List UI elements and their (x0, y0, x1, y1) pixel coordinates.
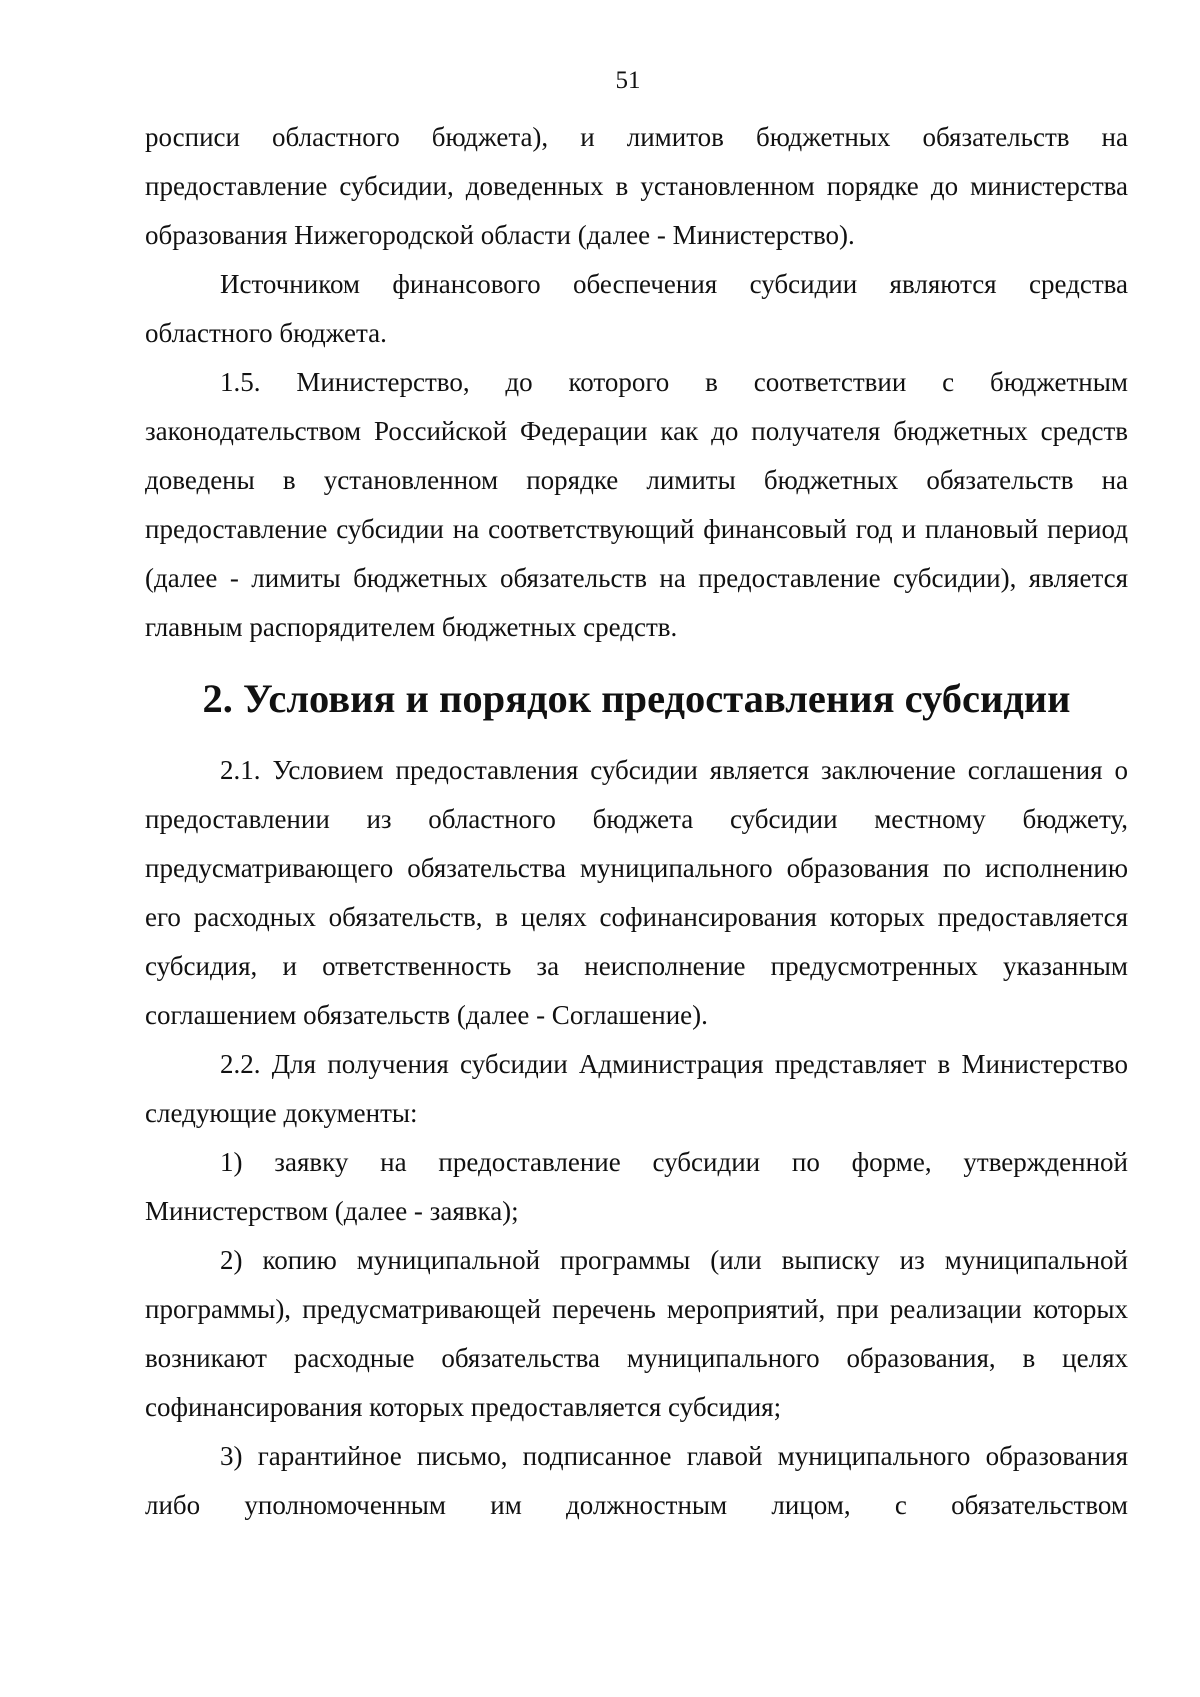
list-item-2: 2) копию муниципальной программы (или выписку из муниципальной программы), предусматривающей перечень мероприятий, при реализации которых возникают расходные обязательства муниципального образования, в целях софинансирования которых предоставляется субсидия; (145, 1245, 1128, 1422)
document-body (145, 113, 1128, 1530)
list-item-1: 1) заявку на предоставление субсидии по форме, утвержденной Министерством (далее - заявка); (145, 1147, 1128, 1226)
page-number: 51 (615, 67, 641, 94)
funding-source-paragraph: Источником финансового обеспечения субсидии являются средства областного бюджета. (145, 269, 1128, 348)
section-2-heading: 2. Условия и порядок предоставления субсидии (202, 676, 1071, 721)
clause-1-5: 1.5. Министерство, до которого в соответствии с бюджетным законодательством Российской Федерации как до получателя бюджетных средств доведены в установленном порядке лимиты бюджетных обязательств на предоставление субсидии на соответствующий финансовый год и плановый период (далее - лимиты бюджетных обязательств на предоставление субсидии), является главным распорядителем бюджетных средств. (145, 367, 1128, 642)
clause-2-1: 2.1. Условием предоставления субсидии является заключение соглашения о предоставлении из областного бюджета субсидии местному бюджету, предусматривающего обязательства муниципального образования по исполнению его расходных обязательств, в целях софинансирования которых предоставляется субсидия, и ответственность за неисполнение предусмотренных указанным соглашением обязательств (далее - Соглашение). (145, 755, 1128, 1030)
clause-2-2: 2.2. Для получения субсидии Администрация представляет в Министерство следующие документы: (145, 1049, 1128, 1128)
list-item-3: 3) гарантийное письмо, подписанное главой муниципального образования либо уполномоченным им должностным лицом, с обязательством (145, 1441, 1128, 1520)
intro-paragraph: росписи областного бюджета), и лимитов бюджетных обязательств на предоставление субсидии, доведенных в установленном порядке до министерства образования Нижегородской области (далее - Министерство). (145, 122, 1128, 250)
